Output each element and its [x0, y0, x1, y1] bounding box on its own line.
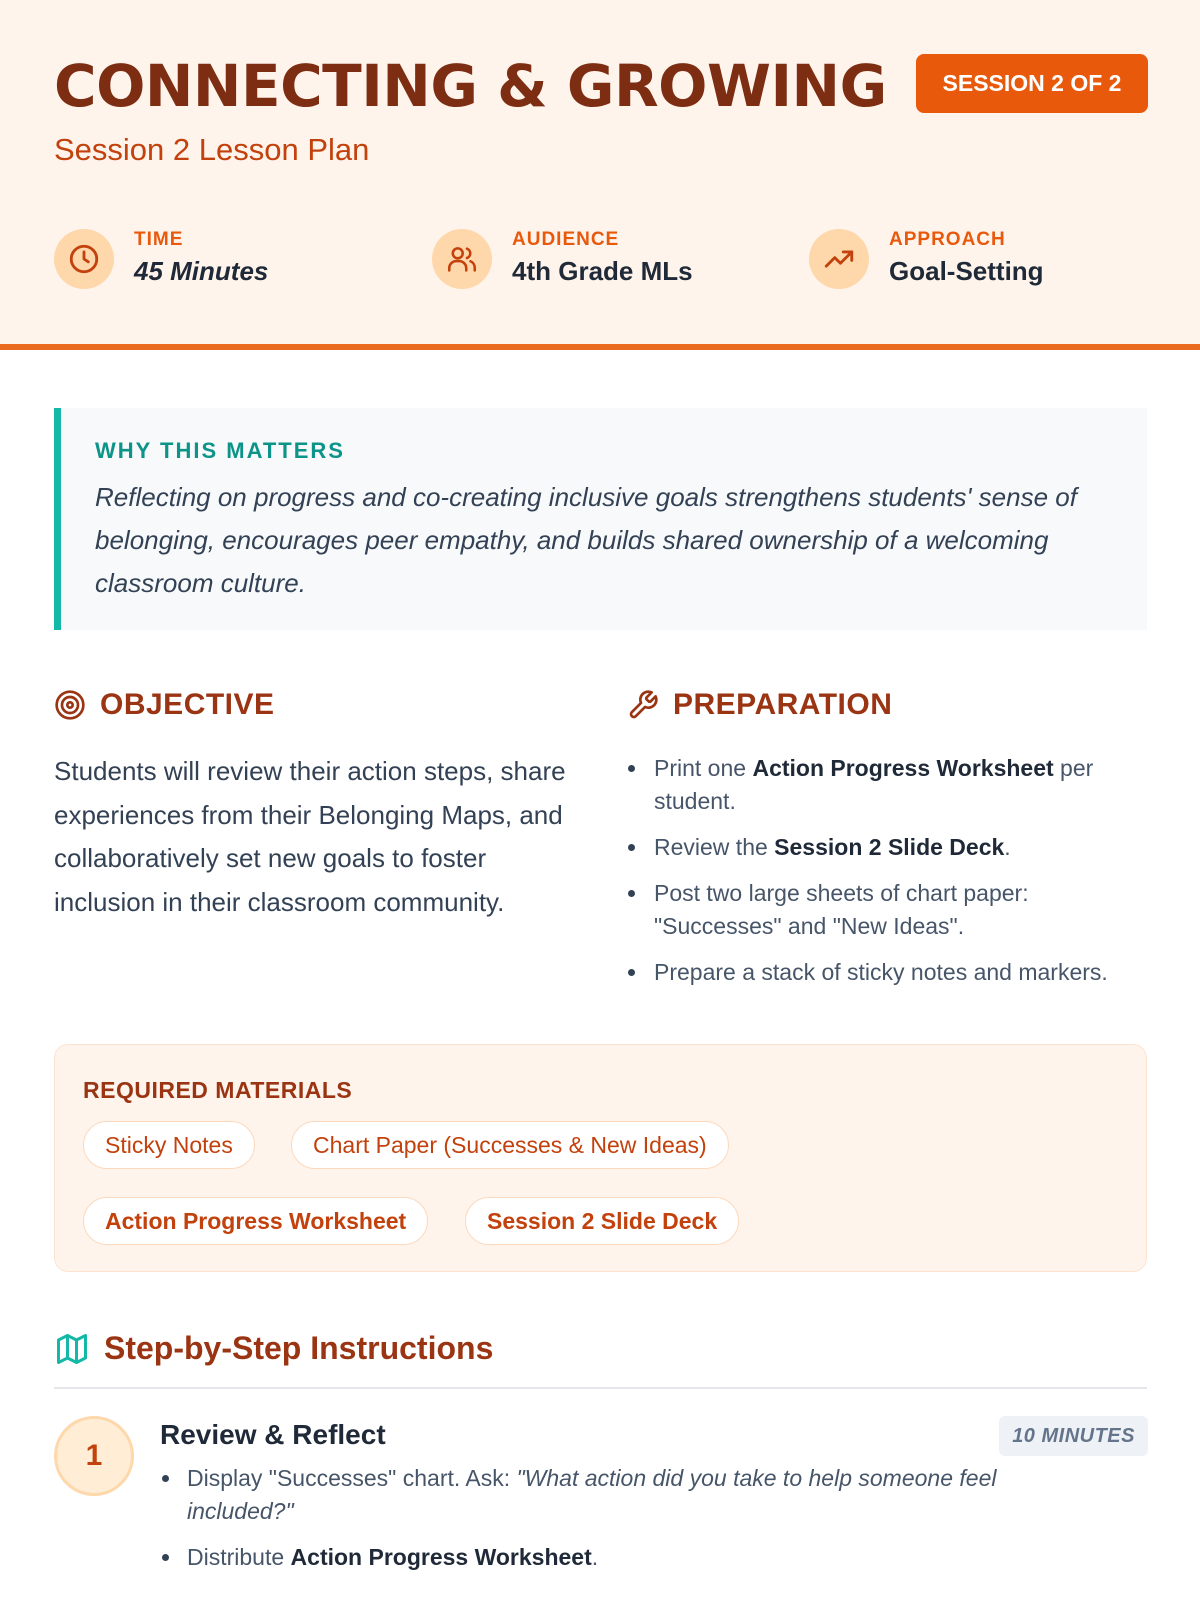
material-pill: Sticky Notes: [83, 1121, 255, 1169]
list-item: Prepare a stack of sticky notes and markers.: [626, 956, 1156, 989]
preparation-list: [626, 752, 1156, 1002]
meta-time-label: TIME: [134, 229, 184, 250]
steps-heading-label: Step-by-Step Instructions: [104, 1330, 494, 1366]
preparation-heading: [627, 688, 892, 722]
step-duration-badge: 10 MINUTES: [999, 1416, 1148, 1456]
preparation-heading-label: PREPARATION: [673, 688, 893, 721]
page-title: CONNECTING & GROWING: [54, 52, 887, 120]
map-icon: [54, 1331, 90, 1367]
list-item: Distribute Action Progress Worksheet.: [160, 1541, 1090, 1574]
list-item: Display "Successes" chart. Ask: "What action did you take to help someone feel included?": [160, 1462, 1090, 1528]
meta-approach-label: APPROACH: [889, 229, 1006, 250]
step-title: Review & Reflect: [160, 1419, 386, 1450]
page-subtitle: Session 2 Lesson Plan: [54, 132, 370, 167]
material-pill: Action Progress Worksheet: [83, 1197, 428, 1245]
clock-icon: [54, 229, 114, 289]
list-item: Post two large sheets of chart paper: "Successes" and "New Ideas".: [626, 877, 1156, 943]
list-item: Print one Action Progress Worksheet per student.: [626, 752, 1156, 818]
users-icon: [432, 229, 492, 289]
meta-time-value: 45 Minutes: [134, 256, 269, 286]
why-text: Reflecting on progress and co-creating inclusive goals strengthens students' sense of belonging, encourages peer empathy, and builds shared ownership of a welcoming classroom culture.: [95, 482, 1077, 598]
material-pill: Chart Paper (Successes & New Ideas): [291, 1121, 729, 1169]
meta-audience-value: 4th Grade MLs: [512, 256, 693, 286]
step-number: 1: [54, 1416, 134, 1496]
target-icon: [54, 689, 86, 721]
step-bullets: [160, 1462, 1090, 1587]
steps-heading: [54, 1330, 493, 1367]
list-item: Review the Session 2 Slide Deck.: [626, 831, 1156, 864]
meta-audience-label: AUDIENCE: [512, 229, 620, 250]
why-label: WHY THIS MATTERS: [95, 438, 345, 463]
divider: [54, 1387, 1147, 1389]
meta-approach-value: Goal-Setting: [889, 256, 1044, 286]
session-badge: SESSION 2 OF 2: [916, 54, 1148, 113]
trending-up-icon: [809, 229, 869, 289]
why-this-matters-callout: [54, 408, 1147, 630]
objective-heading: [54, 688, 275, 722]
objective-heading-label: OBJECTIVE: [100, 688, 275, 721]
lesson-header: [0, 0, 1200, 350]
objective-text: Students will review their action steps, share experiences from their Belonging Maps, and collaboratively set new goals to foster inclusion in their classroom community.: [54, 756, 566, 917]
materials-label: REQUIRED MATERIALS: [83, 1077, 353, 1103]
material-pill: Session 2 Slide Deck: [465, 1197, 739, 1245]
wrench-icon: [627, 689, 659, 721]
required-materials-panel: [54, 1044, 1147, 1272]
